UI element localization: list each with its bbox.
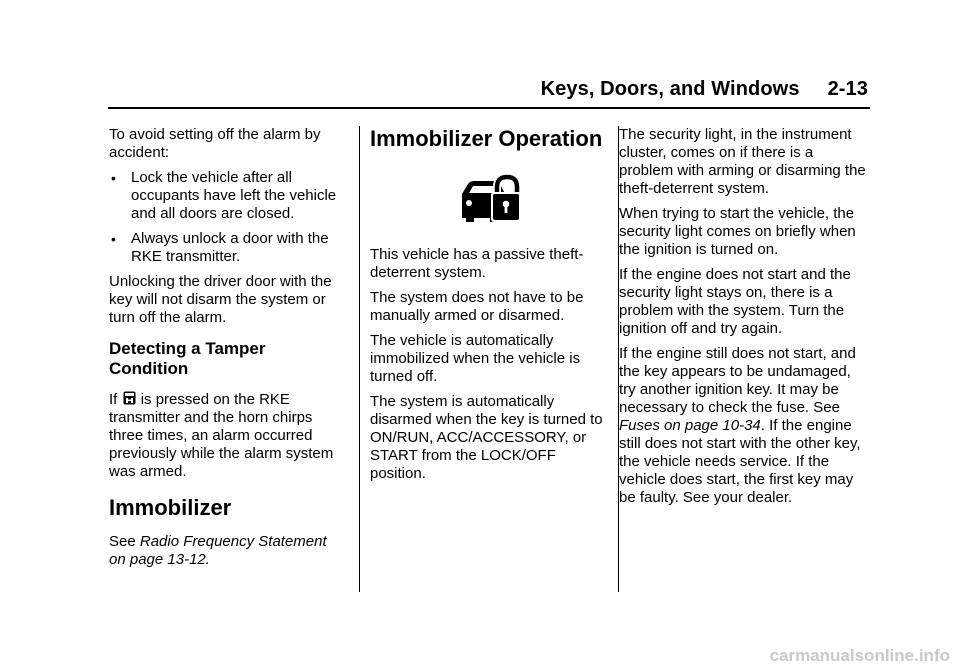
- bullet-icon: •: [111, 170, 116, 186]
- paragraph: The system is automatically disarmed when the key is turned to ON/RUN, ACC/ACCESSORY, or START from the LOCK/OFF position.: [370, 393, 603, 482]
- paragraph: If the engine does not start and the security light stays on, there is a problem with the system. Turn the ignition off and try again.: [619, 266, 851, 337]
- cross-reference-link[interactable]: Radio Frequency Statement on page 13-12.: [109, 533, 327, 568]
- paragraph: The security light, in the instrument cluster, comes on if there is a problem with arming or disarming the theft-deterrent system.: [619, 126, 866, 197]
- rke-button-icon: [123, 391, 136, 405]
- see-reference: See Radio Frequency Statement on page 13-12.: [109, 533, 327, 568]
- cross-reference-link[interactable]: Fuses on page 10-34: [619, 417, 761, 434]
- unlock-note: Unlocking the driver door with the key will not disarm the system or turn off the alarm.: [109, 273, 332, 326]
- bullet-icon: •: [111, 231, 116, 247]
- tamper-text: If is pressed on the RKE transmitter and the horn chirps three times, an alarm occurred previously while the alarm system was armed.: [109, 391, 334, 480]
- list-item: • Always unlock a door with the RKE transmitter.: [111, 230, 329, 265]
- page-header: [541, 78, 868, 101]
- section-title: Keys, Doors, and Windows: [540, 78, 800, 100]
- tamper-heading: Detecting a Tamper Condition: [109, 339, 266, 378]
- column-divider: [359, 126, 360, 592]
- column-right: [619, 126, 871, 514]
- paragraph: This vehicle has a passive theft-deterrent system.: [370, 246, 584, 281]
- column-middle: [370, 126, 607, 490]
- intro-text: To avoid setting off the alarm by accident:: [109, 126, 321, 161]
- watermark: carmanualsonline.info: [769, 646, 950, 665]
- paragraph: The system does not have to be manually armed or disarmed.: [370, 289, 584, 324]
- list-item: • Lock the vehicle after all occupants have left the vehicle and all doors are closed.: [111, 169, 337, 222]
- header-rule: [108, 107, 870, 109]
- vehicle-lock-icon: [458, 172, 522, 226]
- immobilizer-heading: Immobilizer: [109, 495, 232, 520]
- paragraph: The vehicle is automatically immobilized when the vehicle is turned off.: [370, 332, 581, 385]
- paragraph: When trying to start the vehicle, the security light comes on briefly when the ignition is turned on.: [619, 205, 856, 258]
- column-left: [109, 126, 346, 576]
- immobilizer-operation-heading: Immobilizer Operation: [370, 126, 603, 151]
- paragraph: If the engine still does not start, and the key appears to be undamaged, try another ignition key. It may be necessary to check the fuse. See Fuses on page 10-34. If the engine still does not start with the other key, the vehicle needs service. If the vehicle does start, the first key may be faulty. See your dealer.: [619, 345, 861, 506]
- page-number: 2-13: [827, 78, 868, 100]
